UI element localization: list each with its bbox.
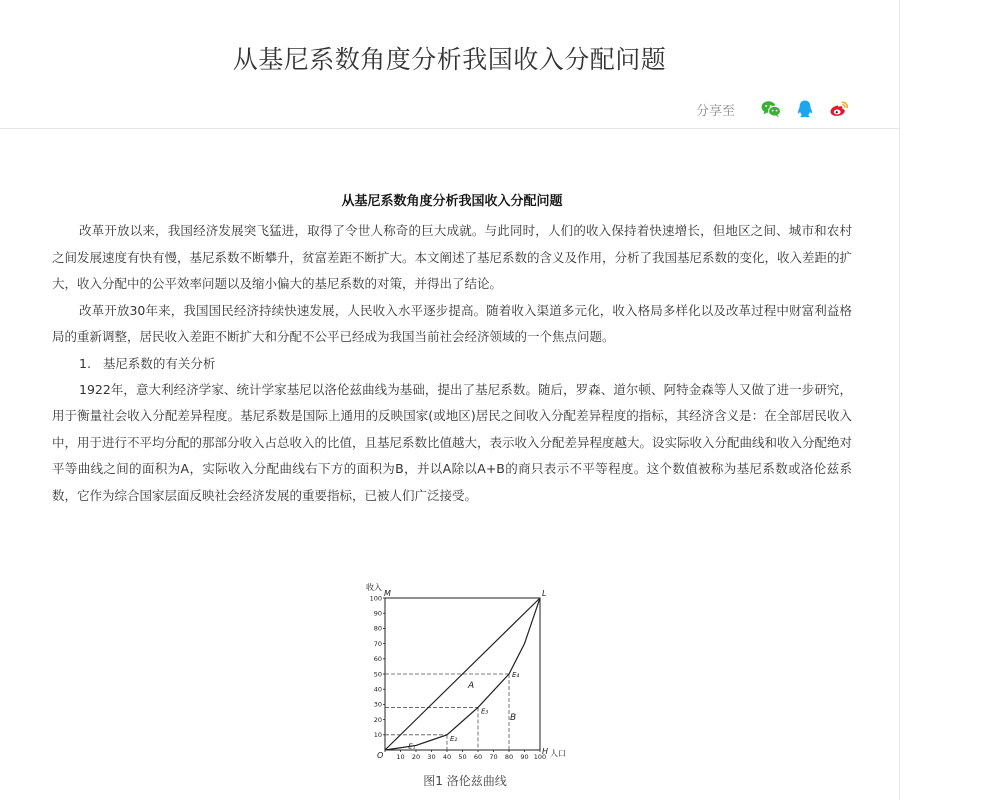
y-tick-label: 40 <box>373 685 382 694</box>
paragraph-2: 改革开放30年来，我国国民经济持续快速发展，人民收入水平逐步提高。随着收入渠道多元化，收入格局多样化以及改革过程中财富利益格局的重新调整，居民收入差距不断扩大和分配不公平已经成为我国当前社会经济领域的一个焦点问题。 <box>52 302 852 344</box>
paragraph-3: 1922年，意大利经济学家、统计学家基尼以洛伦兹曲线为基础，提出了基尼系数。随后，罗森、道尔顿、阿特金森等人又做了进一步研究，用于衡量社会收入分配差异程度。基尼系数是国际上通用的反映国家(或地区)居民之间收入分配差异程度的指标，其经济含义是：在全部居民收入中，用于进行不平均分配的那部分收入占总收入的比值，且基尼系数比值越大，表示收入分配差异程度越大。设实际收入分配曲线和收入分配绝对平等曲线之间的面积为A，实际收入分配曲线右下方的面积为B，并以A除以A+B的商只表示不平等程度。这个数值被称为基尼系数或洛伦兹系数，它作为综合国家层面反映社会经济发展的重要指标，已被人们广泛接受。 <box>52 381 853 503</box>
x-tick-label: 90 <box>520 753 529 761</box>
share-label: 分享至 <box>695 103 735 119</box>
y-tick-label: 50 <box>373 670 382 679</box>
article-body <box>52 190 852 509</box>
x-axis-label: 人口 <box>550 749 566 758</box>
corner-label-l: L <box>542 589 547 598</box>
corner-label-h: H <box>542 747 549 756</box>
paragraph-1: 改革开放以来，我国经济发展突飞猛进，取得了令世人称奇的巨大成就。与此同时，人们的收入保持着快速增长，但地区之间、城市和农村之间发展速度有快有慢，基尼系数不断攀升，贫富差距不断扩大。本文阐述了基尼系数的含义及作用，分析了我国基尼系数的变化，收入差距的扩大，收入分配中的公平效率问题以及缩小偏大的基尼系数的对策，并得出了结论。 <box>52 223 853 291</box>
qq-icon[interactable] <box>794 98 816 120</box>
origin-label: O <box>377 751 384 760</box>
wechat-icon[interactable] <box>760 98 782 120</box>
region-label-b: B <box>510 713 517 723</box>
share-bar <box>696 98 850 120</box>
corner-label-m: M <box>384 589 391 598</box>
y-tick-label: 30 <box>373 700 382 709</box>
y-tick-label: 100 <box>369 594 382 603</box>
article-title: 从基尼系数角度分析我国收入分配问题 <box>341 194 563 209</box>
section-heading-1: 1. 基尼系数的有关分析 <box>79 355 216 371</box>
x-tick-label: 30 <box>427 753 436 761</box>
x-tick-label: 100 <box>533 753 547 761</box>
article-header <box>0 0 899 129</box>
x-tick-label: 50 <box>458 753 467 761</box>
y-tick-label: 60 <box>373 655 382 664</box>
y-tick-label: 20 <box>373 715 382 724</box>
x-tick-label: 80 <box>504 753 514 761</box>
guide-point-label: E₂ <box>450 734 458 743</box>
y-tick-label: 10 <box>373 731 382 740</box>
y-tick-label: 90 <box>373 609 382 618</box>
y-tick-label: 70 <box>373 639 382 648</box>
y-tick-label: 80 <box>373 624 382 633</box>
x-tick-label: 10 <box>396 753 405 761</box>
y-axis-label: 收入 <box>366 583 382 592</box>
point-label-e1: E₁ <box>408 742 416 751</box>
x-tick-label: 40 <box>442 753 452 761</box>
weibo-icon[interactable] <box>828 98 850 120</box>
figure-caption: 图1 洛伦兹曲线 <box>423 774 507 788</box>
x-tick-label: 60 <box>473 753 483 761</box>
x-tick-label: 20 <box>411 753 421 761</box>
lorenz-chart <box>360 582 570 767</box>
guide-point-label: E₃ <box>481 707 489 716</box>
x-tick-label: 70 <box>489 753 498 761</box>
guide-point-label: E₄ <box>512 671 520 679</box>
page-title: 从基尼系数角度分析我国收入分配问题 <box>232 45 667 74</box>
region-label-a: A <box>468 681 475 691</box>
lorenz-figure <box>360 582 570 771</box>
